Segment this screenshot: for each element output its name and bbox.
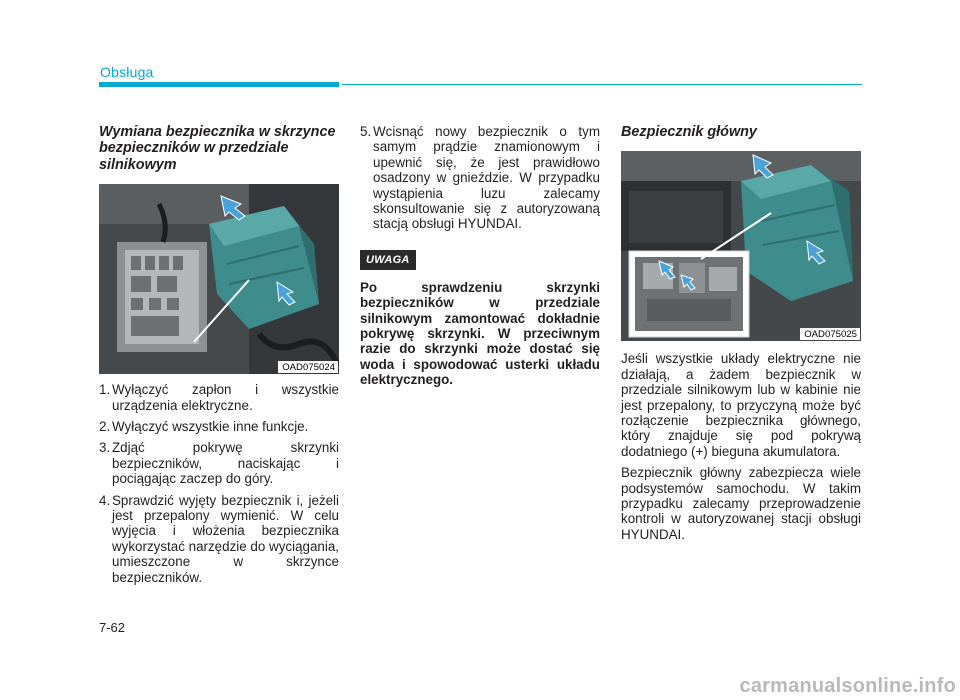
step-number: 2. [99,419,111,435]
header-rule [342,84,862,85]
photo-code: OAD075025 [800,328,860,340]
engine-fuse-box-illustration [99,184,339,374]
fuse-replacement-heading: Wymiana bezpiecznika w skrzynce bezpieczników w przedziale silnikowym [99,124,336,173]
list-item [99,493,339,585]
step-number: 3. [99,440,111,456]
page-number: 7-62 [99,620,126,635]
header-accent-bar [99,82,339,87]
step-number: 1. [99,382,111,398]
step-text: Wcisnąć nowy bezpiecznik o tym samym prądzie znamionowym i upewnić się, że jest prawidłowo osadzony w gnieździe. W przypadku wystąpienia luzu zalecamy skonsultowanie się z autoryzowaną stacją obsługi HYUNDAI. [373,124,600,232]
main-fuse-heading: Bezpiecznik główny [621,124,757,140]
column-middle [360,124,600,388]
list-item [99,382,339,413]
engine-fuse-box-photo [99,184,339,374]
steps-list [99,382,339,585]
column-right [621,124,861,542]
main-fuse-illustration [621,151,861,341]
photo-code: OAD075024 [278,361,338,373]
list-item [99,440,339,486]
main-fuse-photo [621,151,861,341]
steps-list-continued [360,124,600,232]
paragraph: Bezpiecznik główny zabezpiecza wiele podsystemów samochodu. W takim przypadku zalecamy przeprowadzenie kontroli w autoryzowanej stacji obsługi HYUNDAI. [621,465,861,542]
column-left [99,124,339,591]
warning-text: Po sprawdzeniu skrzynki bezpieczników w przedziale silnikowym zamontować dokładnie pokrywę skrzynki. W przeciwnym razie do skrzynki może dostać się woda i spowodować usterki układu elektrycznego. [360,279,600,388]
section-title: Obsługa [100,64,154,80]
step-text: Wyłączyć wszystkie inne funkcje. [112,419,309,435]
warning-badge: UWAGA [360,250,416,270]
step-number: 5. [360,124,372,139]
paragraph: Jeśli wszystkie układy elektryczne nie działają, a żadem bezpiecznik w przedziale silnikowym lub w kabinie nie jest przepalony, to przyczyną może być rozłączenie bezpiecznika głównego, który znajduje się pod pokrywą dodatniego (+) bieguna akumulatora. [621,351,861,459]
list-item [360,124,600,232]
step-text: Wyłączyć zapłon i wszystkie urządzenia elektryczne. [112,382,339,413]
step-number: 4. [99,492,111,508]
list-item [99,419,339,434]
step-text: Zdjąć pokrywę skrzynki bezpieczników, naciskając i pociągając zaczep do góry. [112,440,339,487]
step-text: Sprawdzić wyjęty bezpiecznik i, jeżeli jest przepalony wymienić. W celu wyjęcia i włożenia bezpiecznika wykorzystać narzędzie do wyciągania, umieszczone w skrzynce bezpieczników. [112,492,340,585]
watermark: carmanualsonline.info [739,675,956,697]
